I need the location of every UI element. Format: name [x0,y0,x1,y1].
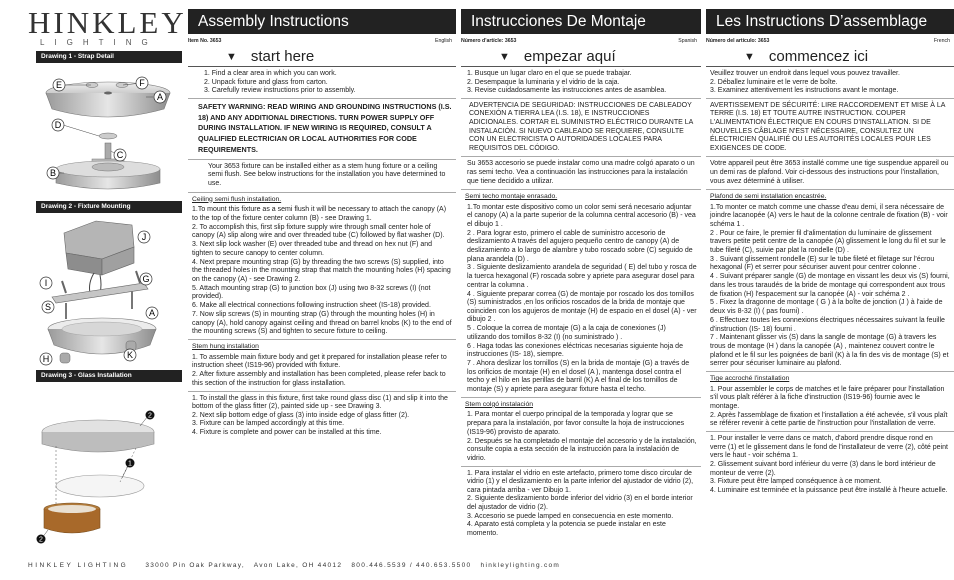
french-semi-flush-steps [706,202,954,372]
spanish-semi-step-6: 6 . Haga todas las conexiones eléctricas necesarias siguiente hoja de instrucciones (IS- 18), siempre. [467,342,683,359]
english-prep-steps [188,67,456,99]
french-glass-step-4: 4. Luminaire est terminée et la puissance peut être installé à l'heure actuelle. [710,486,948,494]
spanish-column [461,9,701,541]
english-semi-step-6: 6. Make all electrical connections following instruction sheet (IS-18) provided. [192,302,431,310]
spanish-stem-heading: Stem colgó instalación [465,400,534,408]
french-column [706,9,954,498]
spanish-safety-warning: ADVERTENCIA DE SEGURIDAD: INSTRUCCIONES DE CABLEADOY CONEXIÓN A TIERRA LEA (I.S. 18), E INSTRUCCIONES ADICIONALES. CORTAR EL SUMINISTRO ELÉCTRICO DURANTE LA INSTALACIÓN. SI NUEVO CABLEADO SE REQUIERE, CONSULTE CON UN ELECTRICISTA O AUTORIDADES LOCALES PARA REQUISITOS DEL CÓDIGO. [461,99,701,158]
label-d: D [54,120,62,130]
english-semi-step-4: 4. Next prepare mounting strap (G) by threading the two screws (S) supplied, into the threaded holes in the mounting strap that match the mounting holes (H) spacing on the canopy (A) - see Drawing 2. [192,258,451,283]
french-item-number: Número del artículo: 3653 [706,38,770,44]
french-semi-step-2: 2 . Pour ce faire, le premier fil d'alimentation du luminaire de glissement travers petite petit centre de la canopée (A) glissement le long du fil et sur le tube fileté (C), suivie par plat la rondelle (D) . [710,229,946,254]
drawing-2-title: Drawing 2 - Fixture Mounting [36,201,182,213]
french-item-row [706,37,954,46]
english-title: Assembly Instructions [188,9,456,34]
english-glass-step-2: 2. Next slip bottom edge of glass (3) into inside edge of glass fitter (2). [192,411,410,419]
label-disc-1: 1 [128,460,132,468]
english-prep-2: 2. Unpack fixture and glass from carton. [204,78,328,86]
english-semi-flush-heading: Ceiling semi flush installation. [192,195,282,203]
english-semi-step-2: 2. To accomplish this, first slip fixture supply wire through small center hole of canopy (A) slip along wire and over threaded tube (C) followed by flat washer (D). [192,223,445,240]
french-stem-step-2: 2. Après l'assemblage de fixation et l'installation a été achevée, s'il vous plaît se référer revenir à cette partie de l'instruction pour l'installation de verre. [710,411,948,428]
english-start-label: start here [250,47,315,65]
spanish-language-label: Spanish [678,38,697,44]
french-semi-step-3: 3 . Suivant glissement rondelle (E) sur le tube fileté et filetage sur l'écrou hexagonal (F) et serrer pour sécuriser auvent pour centrer colonne . [710,255,935,272]
french-prep-1: Veuillez trouver un endroit dans lequel vous pouvez travailler. [710,70,900,77]
spanish-stem-steps [461,409,701,466]
french-safety-warning: AVERTISSEMENT DE SÉCURITÉ: LIRE RACCORDEMENT ET MISE À LA TERRE (I.S. 18) ET TOUTE AUTRE INSTRUCTION. COUPER L'ALIMENTATION ÉLECTRIQUE EN COURS D'INSTALLATION. SI DE NOUVELLES CÂBLAGE N'EST NÉCESSAIRE, CONSULTEZ UN ÉLECTRICIEN QUALIFIÉ OU LES AUTORITÉS LOCALES POUR LES EXIGENCES DE CODE. [706,99,954,158]
spanish-semi-step-3: 3 . Siguiente deslizamiento arandela de seguridad ( E) del tubo y rosca de la tuerca hexagonal (F) roscada sobre y apriete para asegurar dosel para centrar la columna . [467,264,697,289]
french-stem-steps [706,384,954,433]
drawing-2 [36,213,182,370]
spanish-item-number: Número d'artícle: 3653 [461,38,517,44]
label-k: K [126,350,134,360]
footer-brand: HINKLEY LIGHTING [28,562,129,569]
label-g: G [142,274,150,284]
spanish-start-here [461,47,701,67]
french-semi-step-4: 4 . Suivant préparer sangle (G) de montage en vissant les deux vis (S) fourni, dans les trous taraudés de la bride de montage qui correspondent aux trous de fixation (H) l'espacement sur la canopée (A) - voir schéma 2 . [710,273,950,298]
spanish-glass-step-4: 4. Aparato está completa y la potencia se puede instalar en este momento. [467,521,666,537]
footer-city: Avon Lake, OH 44012 [253,562,343,569]
english-item-row [188,37,456,46]
logo-subtitle: LIGHTING [40,38,158,47]
chevron-down-icon: ▼ [744,50,755,63]
fixture-mounting-illustration [36,213,182,370]
english-semi-flush-steps [188,204,456,340]
spanish-semi-step-2: 2 . Para lograr esto, primero el cable de suministro accesorio de deslizamiento A través del agujero pequeño centro de canopy (A) de deslizamiento a lo largo de alambre y tubo roscado sobre (C) seguido de plana arandela (D) . [467,229,693,263]
spanish-prep-1: 1. Busque un lugar claro en el que se puede trabajar. [467,70,632,77]
french-prep-2: 2. Déballez luminaire et le verre de boîte. [710,78,838,86]
english-start-here [188,47,456,67]
label-j: J [141,232,147,242]
english-semi-step-5: 5. Attach mounting strap (G) to junction box (J) using two 8-32 screws (I) (not provided). [192,284,431,301]
spanish-prep-2: 2. Desempaque la luminaria y el vidrio de la caja. [467,78,620,86]
spanish-stem-step-2: 2. Después se ha completado el montaje del accesorio y de la instalación, consulte copia a esta sección de la instrucción para la instalación de vidrio. [467,437,697,462]
drawing-1 [36,63,182,201]
footer-phone: 800.446.5539 / 440.653.5500 [351,562,472,569]
footer-address: 33000 Pin Oak Parkway, [145,562,245,569]
english-safety-warning: SAFETY WARNING: READ WIRING AND GROUNDING INSTRUCTIONS (I.S. 18) AND ANY ADDITIONAL DIRECTIONS. TURN POWER SUPPLY OFF DURING INSTALLATION. IF NEW WIRING IS REQUIRED, CONSULT A QUALIFIED ELECTRICIAN OR LOCAL AUTHORITIES FOR CODE REQUIREMENTS. [188,99,456,160]
spanish-glass-step-1: 1. Para instalar el vidrio en este artefacto, primero tome disco circular de vidrio (1) y el deslizamiento en la parte inferior del ajustador de vidrio (2), cara pintada arriba - ver Dibujo 1. [467,469,694,494]
english-stem-heading: Stem hung installation [192,343,259,351]
drawings-panel [36,51,182,548]
label-h: H [42,354,50,364]
french-stem-step-1: 1. Pour assembler le corps de matches et le faire préparer pour l'installation s'il vous plaît référer à la fiche d'instruction (IS19-96) fournie avec le montage. [710,385,945,410]
french-title: Les Instructions D’assemblage [706,9,954,34]
spanish-intro: Su 3653 accesorio se puede instalar como una madre colgó aparato o un ras semi techo. Vea a continuación las instrucciones para la instalación que tiene decidido a utilizar. [461,157,701,190]
label-s: S [44,302,52,312]
french-semi-step-6: 6 . Effectuez toutes les connexions électriques nécessaires suivant la feuille d'instruction (IS- 18) fourni . [710,316,945,333]
label-i: I [44,278,48,288]
english-stem-step-1: 1. To assemble main fixture body and get it prepared for installation please refer to instruction sheet (IS19-96) provided with fixture. [192,353,447,370]
french-semi-flush-heading: Plafond de semi installation encastrée. [710,193,827,201]
spanish-semi-step-5: 5 . Coloque la correa de montaje (G) a la caja de conexiones (J) utilizando dos tornillos 8-32 (I) (no suministrado ) . [467,325,666,341]
english-item-number: Item No. 3653 [188,38,222,44]
spanish-prep-3: 3. Revise cuidadosamente las instrucciones antes de asamblea. [467,87,667,95]
english-semi-step-7: 7. Now slip screws (S) in mounting strap (G) through the mounting holes (H) in canopy (A), hold canopy against ceiling and thread on barrel knobs (K) to the end of the mounting screws (S) and tighten to secure fixture to ceiling. [192,311,452,336]
label-glass-2: 2 [148,412,152,420]
logo-wordmark: HINKLEY [28,5,187,40]
french-semi-step-5: 5 . Fixez la dragonne de montage ( G ) à la boîte de jonction (J ) à l'aide de deux vis 8-32 (I) ( pas fourni) . [710,299,943,316]
french-stem-heading: Tige accroché l'installation [710,375,790,383]
spanish-semi-flush-heading: Semi techo montaje enrasado. [465,193,558,201]
label-c: C [116,150,124,160]
french-semi-step-7: 7 . Maintenant glisser vis (S) dans la sangle de montage (G) à travers les trous de montage (H ) dans la canopée (A) , maintenez couvert contre le plafond et le fil sur les poignées de baril (K) à la fin des vis de montage (S) et serrer pour sécuriser luminaire au plafond. [710,334,949,368]
english-semi-step-1: 1.To mount this fixture as a semi flush it will be necessary to attach the canopy (A) to the top of the fixture center column (B) - see Drawing 1. [192,206,447,222]
english-language-label: English [434,38,452,44]
english-column [188,9,456,441]
french-start-here [706,47,954,67]
french-prep-3: 3. Examinez attentivement les instructions avant le montage. [710,87,899,95]
drawing-1-title: Drawing 1 - Strap Detail [36,51,182,63]
french-semi-step-1: 1.To monter ce match comme une chasse d'eau demi, il sera nécessaire de joindre lacanopée (A) vers le haut de la colonne centrale de fixation (B) - voir schéma 1 . [710,203,948,228]
chevron-down-icon: ▼ [226,50,237,63]
spanish-prep-steps [461,67,701,99]
spanish-glass-step-2: 2. Siguiente deslizamiento borde inferior del vidrio (3) en el borde interior del ajustador de vidrio (2). [467,495,693,511]
english-prep-3: 3. Carefully review instructions prior to assembly. [204,87,356,95]
spanish-glass-step-3: 3. Accesorio se puede lamped en consecuencia en este momento. [467,512,674,520]
french-prep-steps [706,67,954,99]
spanish-start-label: empezar aquí [523,47,616,65]
spanish-semi-step-4: 4 . Siguiente preparar correa (G) de montaje por roscado los dos tornillos (S) suministrados ,en los orificios roscados de la brida de montaje que coinciden con los agujeros de montaje (H) de espacio en el dosel (A) - ver dibujo 2 . [467,290,697,324]
spanish-semi-flush-steps [461,202,701,398]
glass-installation-illustration [36,382,182,548]
english-stem-steps [188,352,456,392]
english-glass-step-1: 1. To install the glass in this fixture, first take round glass disc (1) and slip it into the bottom of the glass fitter (2), painted side up - see Drawing 3. [192,394,448,411]
spanish-stem-step-1: 1. Para montar el cuerpo principal de la temporada y lograr que se prepara para la instalación, por favor consulte la hoja de instrucciones (IS19-96) provisto de aparato. [467,411,685,436]
spanish-glass-steps [461,467,701,542]
footer [28,562,566,569]
english-glass-step-4: 4. Fixture is complete and power can be installed at this time. [192,429,382,437]
english-glass-step-3: 3. Fixture can be lamped accordingly at this time. [192,420,345,428]
english-stem-step-2: 2. After fixture assembly and installation has been completed, please refer back to this section of the instruction for glass installation. [192,371,446,387]
strap-detail-illustration [36,63,182,201]
english-intro: Your 3653 fixture can be installed either as a stem hung fixture or a ceiling semi flush. See below instructions for the installation you have determined to use. [188,160,456,193]
hinkley-logo [28,5,187,47]
label-a-2: A [148,308,156,318]
drawing-3 [36,382,182,548]
spanish-item-row [461,37,701,46]
label-b: B [49,168,57,178]
french-start-label: commencez ici [768,47,869,65]
english-semi-step-3: 3. Next slip lock washer (E) over threaded tube and thread on hex nut (F) and tighten to secure canopy to center column. [192,241,433,257]
label-a: A [156,92,164,102]
label-e: E [55,80,63,90]
french-intro: Votre appareil peut être 3653 installé comme une tige suspendue appareil ou un demi ras de plafond. Voir ci-dessous des instructions pour l'installation, vous avez déterminé à utiliser. [706,157,954,190]
drawing-3-title: Drawing 3 - Glass Installation [36,370,182,382]
footer-website[interactable]: hinkleylighting.com [480,562,561,569]
spanish-semi-step-7: 7 . Ahora deslizar los tornillos (S) en la brida de montaje (G) a través de los orificios de montaje (H) en el dosel (A ), mantenga dosel contra el techo y el hilo en las perillas de barril (K) A el final de los tornillos de montaje (S) y apriete para asegurar fixture hasta el techo. [467,360,690,393]
french-glass-steps [706,432,954,498]
spanish-title: Instrucciones De Montaje [461,9,701,34]
spanish-semi-step-1: 1.To montar este dispositivo como un color semi será necesario adjuntar el canopy (A) a la parte superior de la columna central accesorio (B) - vea el dibujo 1 . [467,203,696,228]
french-language-label: French [933,38,950,44]
label-f: F [139,78,145,88]
french-glass-step-3: 3. Fixture peut être lamped conséquence à ce moment. [710,478,882,486]
english-prep-1: 1. Find a clear area in which you can work. [204,70,337,77]
chevron-down-icon: ▼ [499,50,510,63]
french-glass-step-1: 1. Pour installer le verre dans ce match, d'abord prendre disque rond en verre (1) et le glissement dans le fond de l'installateur de verre (2), côté peint vers le haut - voir schéma 1. [710,435,948,460]
english-glass-steps [188,392,456,441]
label-fitter-2: 2 [39,536,43,544]
french-glass-step-2: 2. Glissement suivant bord inférieur du verre (3) dans le bord intérieur de monteur de verre (2). [710,461,936,477]
